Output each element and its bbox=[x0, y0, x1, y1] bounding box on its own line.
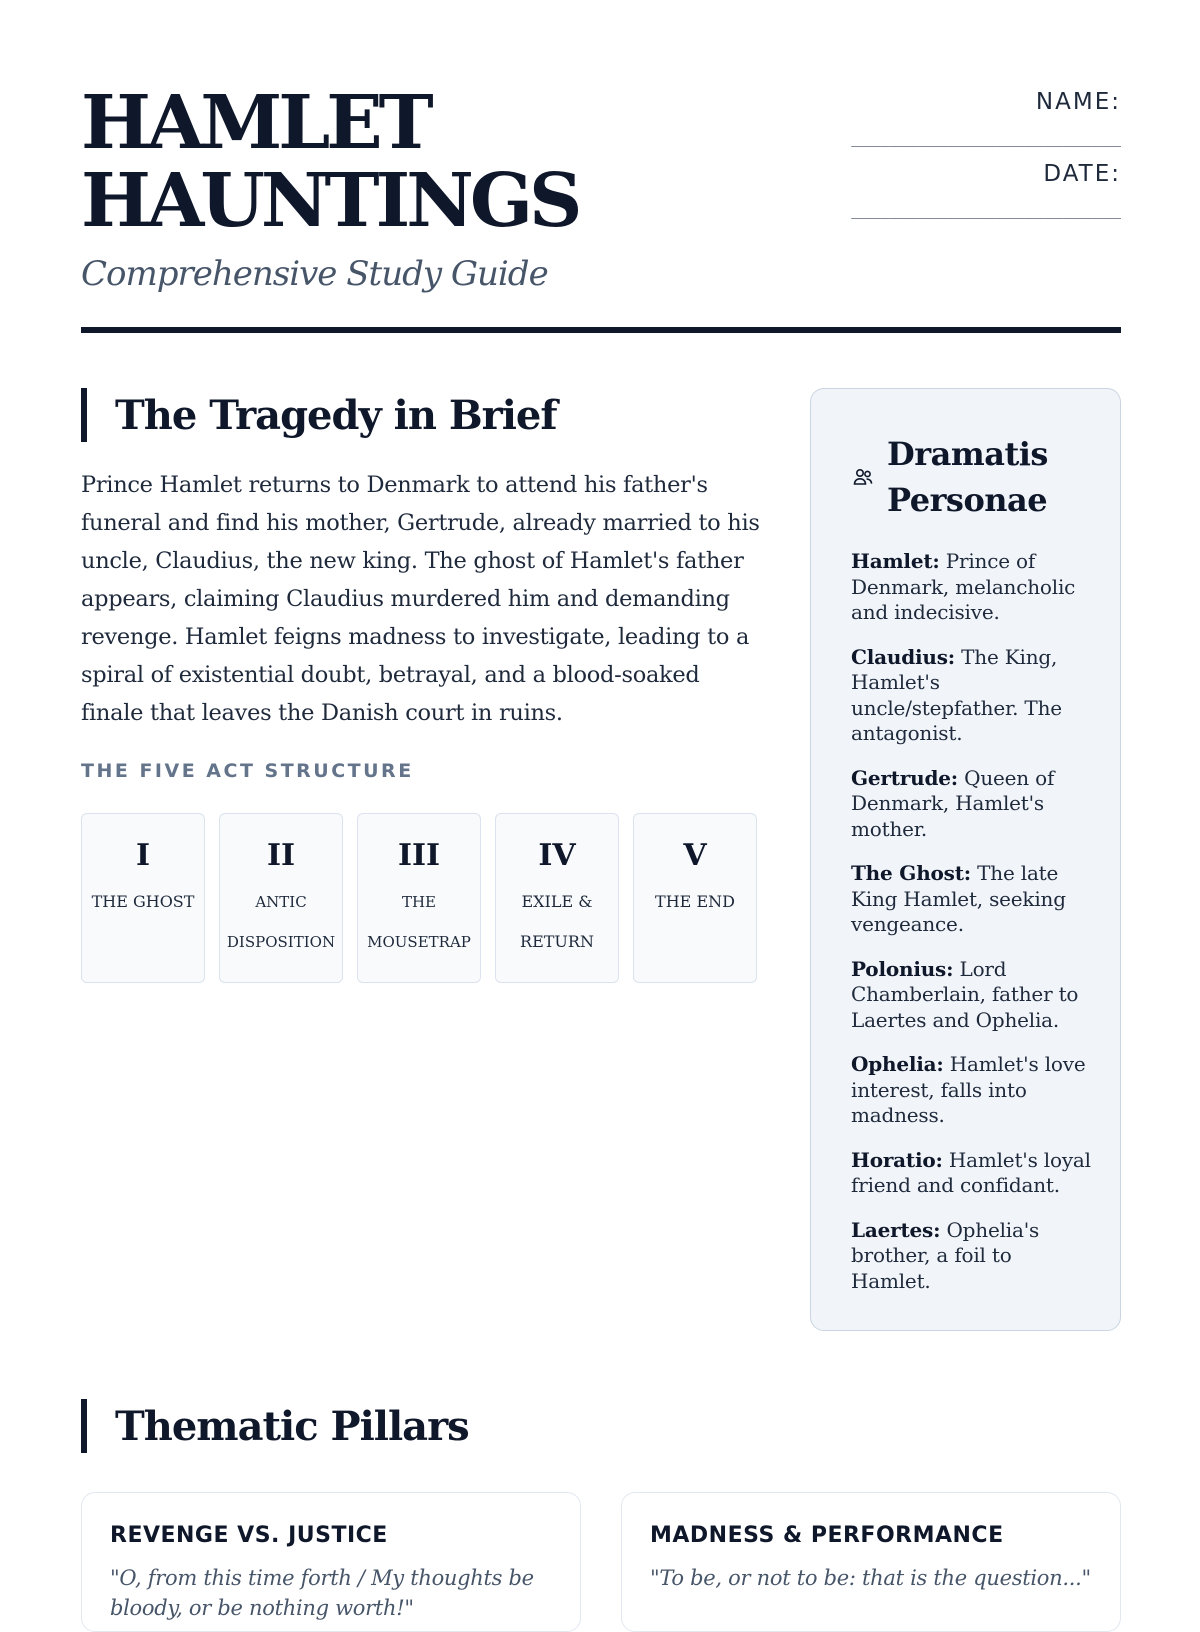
character-description: Hamlet's loyal friend and confidant. bbox=[851, 1147, 1091, 1197]
act-name: THE END bbox=[655, 892, 735, 911]
date-blank-line: ____________________________ bbox=[851, 200, 1121, 219]
act-number: I bbox=[135, 838, 151, 873]
dramatis-title bbox=[887, 431, 1048, 523]
character-list bbox=[851, 549, 1091, 1313]
act-number: V bbox=[683, 838, 707, 873]
name-date-fields bbox=[749, 84, 1121, 228]
date-label: DATE: bbox=[1043, 161, 1121, 187]
act-number: II bbox=[266, 838, 296, 873]
character-description: Lord Chamberlain, father to Laertes and Ophelia. bbox=[851, 956, 1079, 1032]
plot-summary: Prince Hamlet returns to Denmark to attend his father's funeral and find his mother, Gertrude, already married to his uncle, Claudius, the new king. The ghost of Hamlet's father appears, claiming Claudius murdered him and demanding revenge. Hamlet feigns madness to investigate, leading to a spiral of existential doubt, betrayal, and a blood-soaked finale that leaves the Danish court in ruins. bbox=[81, 472, 760, 726]
title-line-2: HAUNTINGS bbox=[81, 158, 579, 244]
act-card bbox=[219, 813, 343, 983]
subtitle: Comprehensive Study Guide bbox=[81, 254, 548, 294]
dramatis-title-line-1: Dramatis bbox=[887, 435, 1048, 473]
character-name: Laertes: bbox=[851, 1217, 941, 1242]
character-description: Queen of Denmark, Hamlet's mother. bbox=[851, 765, 1055, 841]
act-structure bbox=[81, 813, 756, 983]
character-name: Horatio: bbox=[851, 1147, 943, 1172]
dramatis-personae-panel bbox=[810, 388, 1121, 1331]
act-name: ANTIC DISPOSITION bbox=[226, 893, 336, 951]
dramatis-title-line-2: Personae bbox=[887, 481, 1048, 519]
theme-title: MADNESS & PERFORMANCE bbox=[650, 1523, 1004, 1548]
act-name: EXILE & RETURN bbox=[520, 892, 594, 951]
theme-quote: "O, from this time forth / My thoughts be bloody, or be nothing worth!" bbox=[110, 1566, 534, 1620]
section-accent-bar bbox=[81, 1399, 87, 1453]
character-name: Polonius: bbox=[851, 956, 954, 981]
document-header bbox=[81, 80, 1121, 334]
character-name: Claudius: bbox=[851, 644, 955, 669]
name-blank-line: ____________________________ bbox=[851, 128, 1121, 147]
list-item bbox=[851, 1218, 1091, 1295]
header-divider bbox=[81, 327, 1121, 333]
themes-heading: Thematic Pillars bbox=[115, 1402, 469, 1450]
theme-title: REVENGE VS. JUSTICE bbox=[110, 1523, 388, 1548]
brief-heading: The Tragedy in Brief bbox=[115, 391, 557, 439]
character-name: Gertrude: bbox=[851, 765, 958, 790]
act-card bbox=[633, 813, 757, 983]
character-name: The Ghost: bbox=[851, 861, 971, 885]
list-item bbox=[851, 1052, 1091, 1129]
act-card bbox=[357, 813, 481, 983]
acts-label: THE FIVE ACT STRUCTURE bbox=[81, 760, 414, 782]
list-item bbox=[851, 645, 1091, 747]
list-item bbox=[851, 861, 1091, 938]
section-accent-bar bbox=[81, 388, 87, 442]
act-card bbox=[81, 813, 205, 983]
list-item bbox=[851, 766, 1091, 843]
theme-card bbox=[621, 1492, 1121, 1632]
theme-quote: "To be, or not to be: that is the question..." bbox=[650, 1566, 1091, 1590]
act-name: THE GHOST bbox=[91, 892, 195, 911]
act-card bbox=[495, 813, 619, 983]
list-item bbox=[851, 1148, 1091, 1199]
title-line-1: HAMLET bbox=[81, 80, 430, 166]
act-number: IV bbox=[538, 838, 576, 873]
character-name: Hamlet: bbox=[851, 549, 940, 573]
brief-section-heading bbox=[81, 387, 557, 443]
people-icon bbox=[851, 465, 875, 489]
character-description: Ophelia's brother, a foil to Hamlet. bbox=[851, 1217, 1040, 1293]
character-description: Prince of Denmark, melancholic and indecisive. bbox=[851, 549, 1076, 624]
act-number: III bbox=[397, 838, 441, 873]
list-item bbox=[851, 549, 1091, 626]
character-description: The King, Hamlet's uncle/stepfather. The antagonist. bbox=[851, 644, 1062, 745]
character-description: The late King Hamlet, seeking vengeance. bbox=[851, 861, 1066, 936]
dramatis-heading bbox=[851, 431, 1048, 523]
name-label: NAME: bbox=[1035, 89, 1121, 115]
list-item bbox=[851, 957, 1091, 1034]
character-description: Hamlet's love interest, falls into madness. bbox=[851, 1052, 1086, 1127]
theme-card bbox=[81, 1492, 581, 1632]
character-name: Ophelia: bbox=[851, 1052, 944, 1076]
act-name: THE MOUSETRAP bbox=[367, 893, 471, 951]
themes-section-heading bbox=[81, 1398, 469, 1454]
